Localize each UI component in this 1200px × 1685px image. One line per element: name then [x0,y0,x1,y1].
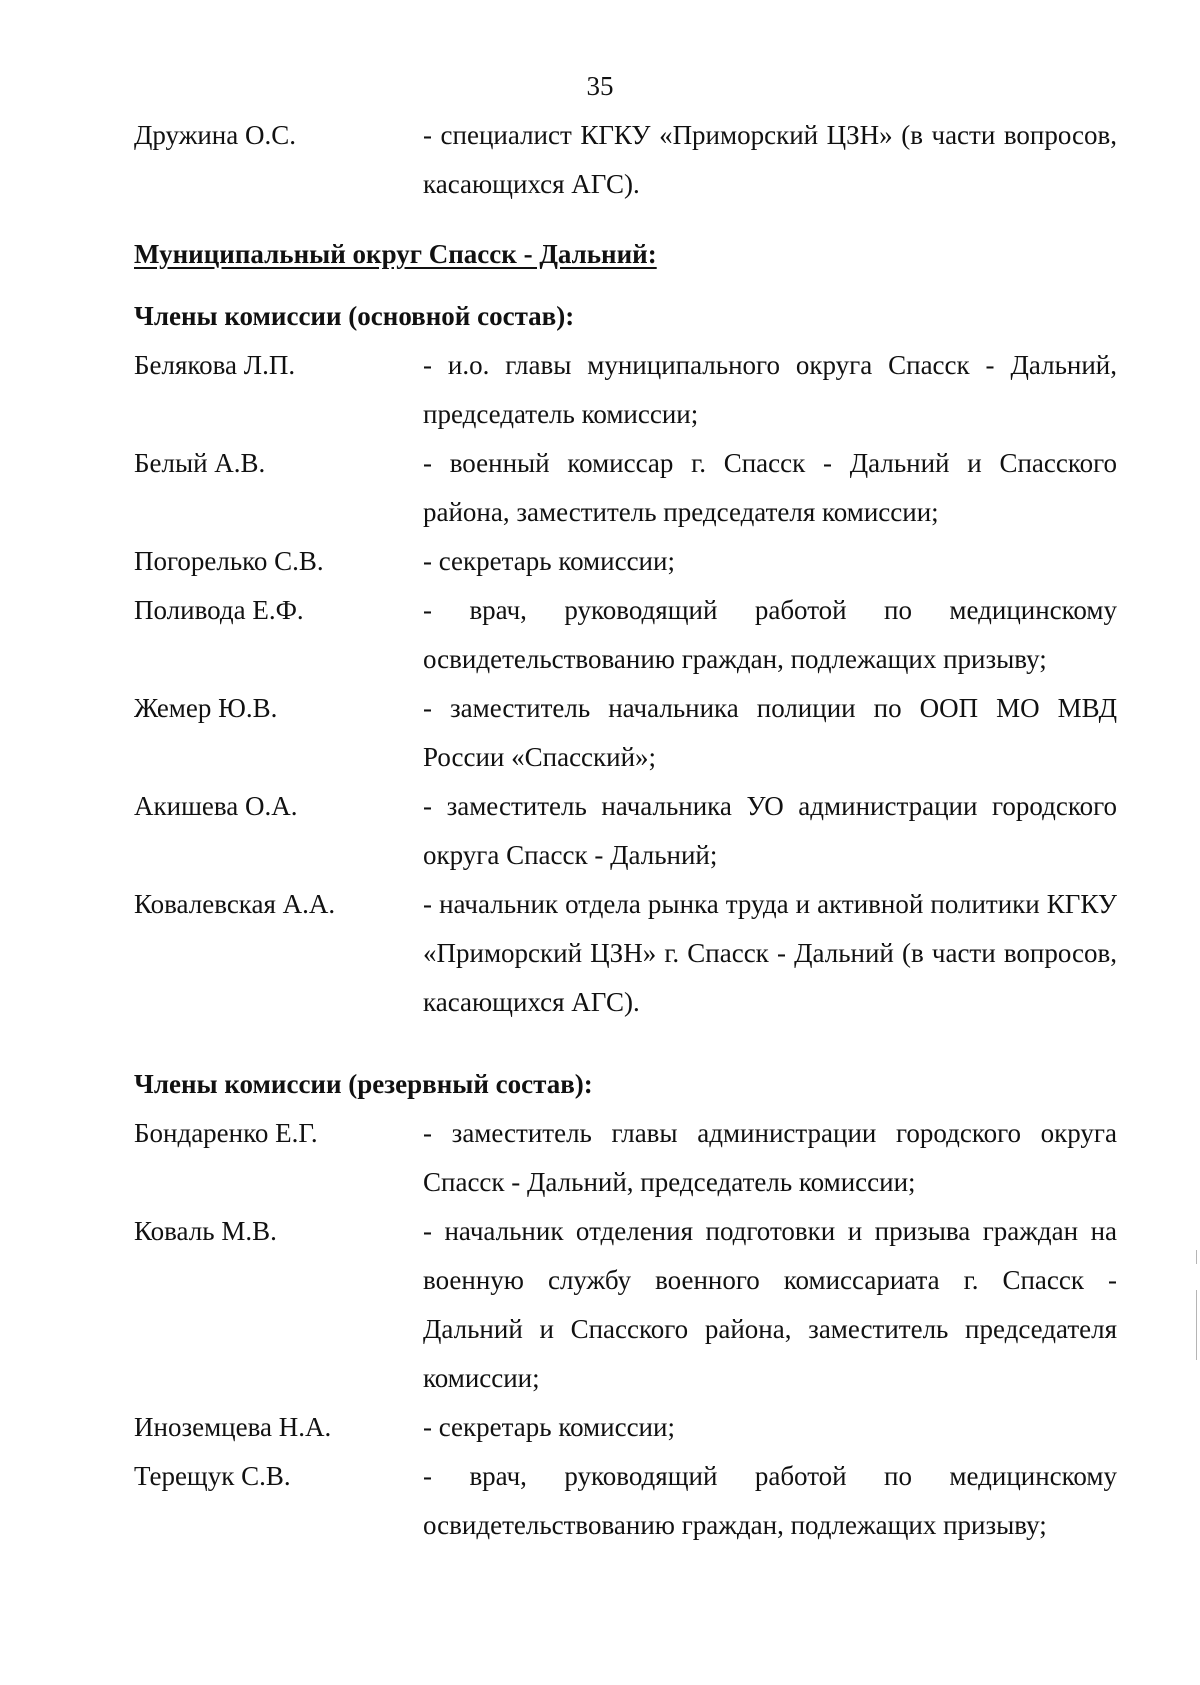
member-role: - заместитель начальника полиции по ООП МО МВД России «Спасский»; [423,693,1117,772]
member-entry [134,439,1117,537]
member-entry [134,1403,1117,1452]
main-composition-heading: Члены комиссии (основной состав): [134,301,575,331]
document-body [134,111,1117,1550]
member-name: Дружина О.С. [134,120,296,150]
member-entry [134,880,1117,1027]
member-role: - врач, руководящий работой по медицинскому освидетельствованию граждан, подлежащих призыву; [423,1461,1117,1540]
member-name: Иноземцева Н.А. [134,1412,332,1442]
member-name: Белякова Л.П. [134,350,296,380]
member-entry [134,111,1117,209]
member-name: Погорелько С.В. [134,546,324,576]
member-role: - и.о. главы муниципального округа Спасск - Дальний, председатель комиссии; [423,350,1117,429]
member-entry [134,586,1117,684]
member-name: Жемер Ю.В. [134,693,278,723]
member-name: Коваль М.В. [134,1216,277,1246]
member-role: - начальник отдела рынка труда и активной политики КГКУ «Приморский ЦЗН» г. Спасск - Дальний (в части вопросов, касающихся АГС). [423,889,1117,1017]
member-role: - военный комиссар г. Спасск - Дальний и Спасского района, заместитель председателя комиссии; [423,448,1117,527]
member-entry [134,537,1117,586]
member-entry [134,684,1117,782]
member-role: - врач, руководящий работой по медицинскому освидетельствованию граждан, подлежащих призыву; [423,595,1117,674]
page-number: 35 [586,71,614,101]
scan-edge-mark [1196,1290,1197,1360]
member-role: - заместитель главы администрации городского округа Спасск - Дальний, председатель комиссии; [423,1118,1117,1197]
scan-edge-mark [1196,1250,1197,1264]
reserve-composition-heading: Члены комиссии (резервный состав): [134,1069,593,1099]
member-entry [134,1452,1117,1550]
member-role: - специалист КГКУ «Приморский ЦЗН» (в части вопросов, касающихся АГС). [423,120,1117,199]
member-entry [134,782,1117,880]
member-role: - секретарь комиссии; [423,546,675,576]
member-entry [134,341,1117,439]
member-name: Акишева О.А. [134,791,298,821]
member-entry [134,1109,1117,1207]
member-role: - секретарь комиссии; [423,1412,675,1442]
member-name: Белый А.В. [134,448,266,478]
member-name: Бондаренко Е.Г. [134,1118,318,1148]
member-role: - заместитель начальника УО администрации городского округа Спасск - Дальний; [423,791,1117,870]
member-name: Ковалевская А.А. [134,889,336,919]
member-name: Терещук С.В. [134,1461,291,1491]
member-role: - начальник отделения подготовки и призыва граждан на военную службу военного комиссариата г. Спасск - Дальний и Спасского района, заместитель председателя комиссии; [423,1216,1117,1393]
district-heading: Муниципальный округ Спасск - Дальний: [134,239,657,269]
member-name: Поливода Е.Ф. [134,595,304,625]
member-entry [134,1207,1117,1403]
